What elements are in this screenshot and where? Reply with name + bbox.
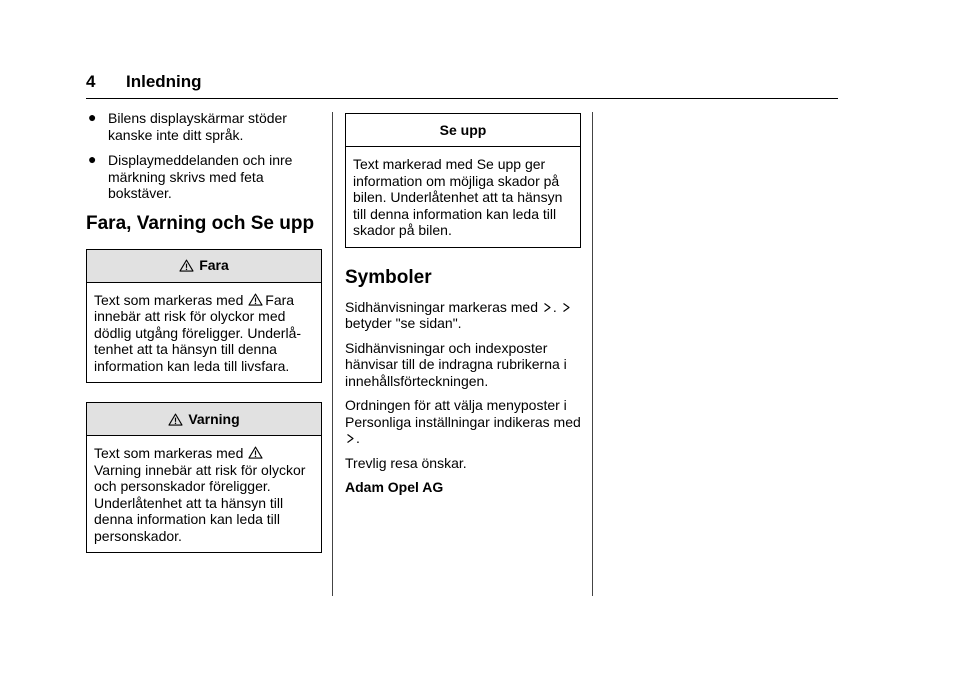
column-middle [345,113,581,504]
column-divider-right [592,112,593,596]
caution-box-header [346,114,580,147]
warning-box-body [87,436,321,552]
danger-box-title: Fara [199,257,229,274]
caution-box [345,113,581,248]
page-reference-icon [562,302,571,313]
danger-box-body [87,283,321,383]
warning-box-text [94,445,313,544]
symbols-paragraph-2: Sidhänvisningar och indexposter hänvisar till de indragna rubrikerna i innehållsförteckningen. [345,339,567,389]
para3-text: Ordningen för att välja menyposter i Personliga inställningar indikeras med [345,397,581,430]
danger-box-text [94,292,313,375]
warning-box-title: Varning [188,410,240,427]
page-reference-icon [543,302,552,313]
chapter-title: Inledning [126,72,202,91]
warning-text-rest: Varning innebär att risk för olyckor och personskador föreligger. Underlåtenhet att ta hänsyn till denna information kan leda till personskador. [94,461,306,544]
caution-box-title: Se upp [439,121,487,138]
para1-meaning: betyder "se sidan". [345,315,462,331]
warning-text-start: Text som markeras med [94,445,244,461]
symbols-paragraph-4: Trevlig resa önskar. [345,454,467,471]
list-item [86,152,322,202]
page-number: 4 [86,72,96,91]
warning-triangle-icon [248,446,263,459]
danger-box-header [87,250,321,283]
para1-period: . [552,298,557,315]
section-heading-warnings: Fara, Varning och Se upp [86,212,315,234]
warning-triangle-icon [179,259,194,272]
para1-text: Sidhänvisningar markeras med [345,298,538,315]
danger-text-start: Text som markeras med [94,291,244,308]
list-item [86,110,322,143]
column-left [86,110,322,572]
caution-box-text: Text markerad med Se upp ger information om möjliga skador på bilen. Underlåtenhet att ta hänsyn till denna information kan leda till skador på bilen. [353,156,563,238]
bullet-marker: ● [88,109,97,125]
symbols-paragraph-1 [345,299,581,332]
danger-text-keyword: Fara [265,291,295,308]
danger-text-rest: innebär att risk för olyckor med dödlig utgång föreligger. Underlå-tenhet att ta hänsyn till denna information kan leda till livsfara. [94,308,302,374]
symbols-paragraph-3 [345,397,581,447]
bullet-marker: ● [88,151,97,167]
column-divider-left [332,112,333,596]
para3-period: . [356,430,360,446]
signature: Adam Opel AG [345,479,444,495]
page-header [86,70,838,99]
page-reference-icon [346,433,355,444]
caution-box-body [346,147,580,247]
warning-box-header [87,403,321,436]
warning-triangle-icon [248,293,263,306]
warning-box [86,402,322,553]
danger-box [86,249,322,384]
bullet-list [86,110,322,202]
warning-triangle-icon [168,413,183,426]
bullet-text: Displaymeddelanden och inre märkning skrivs med feta bokstäver. [108,152,293,201]
bullet-text: Bilens displayskärmar stöder kanske inte ditt språk. [108,110,287,143]
section-heading-symbols: Symboler [345,266,432,288]
